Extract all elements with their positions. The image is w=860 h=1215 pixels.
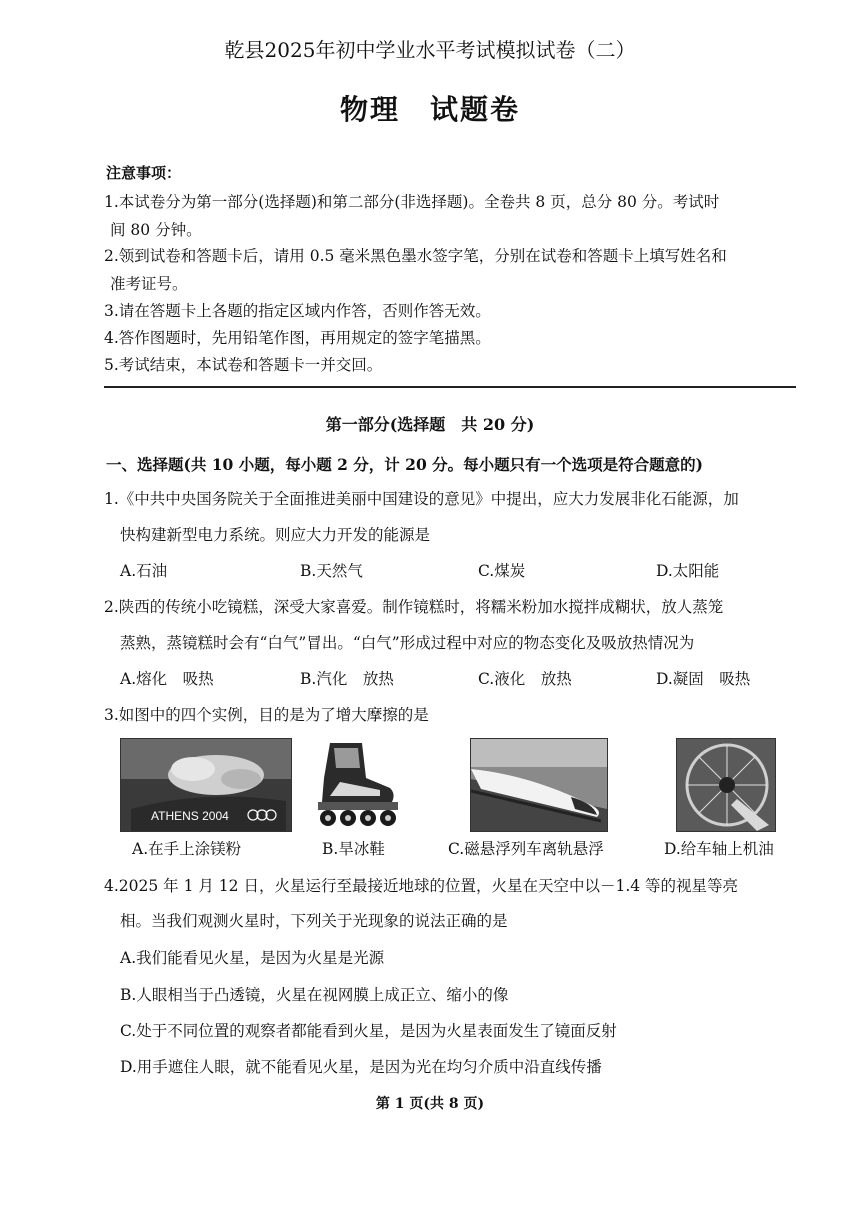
maglev-train-image (470, 738, 608, 832)
question-4-line: 4.2025 年 1 月 12 日，火星运行至最接近地球的位置，火星在天空中以－1.4 等的视星等亮 (104, 877, 739, 895)
part-heading: 第一部分(选择题 共 20 分) (325, 415, 535, 434)
question-1-line: 快构建新型电力系统。则应大力开发的能源是 (120, 526, 431, 544)
question-4-option-a: A.我们能看见火星，是因为火星是光源 (120, 949, 385, 967)
question-3-caption-c: C.磁悬浮列车离轨悬浮 (448, 840, 604, 858)
question-1-line: 1.《中共中央国务院关于全面推进美丽中国建设的意见》中提出，应大力发展非化石能源，加 (104, 490, 739, 508)
notice-line: 间 80 分钟。 (110, 221, 202, 239)
question-1-option-d: D.太阳能 (656, 562, 720, 580)
question-2-line: 2.陕西的传统小吃镜糕，深受大家喜爱。制作镜糕时，将糯米粉加水搅拌成糊状，放人蒸笼 (104, 598, 724, 616)
athens-text: ATHENS 2004 (151, 809, 229, 823)
question-2-option-b: B.汽化 放热 (300, 670, 394, 688)
exam-title: 乾县2025年初中学业水平考试模拟试卷（二） (224, 38, 636, 62)
question-1-option-c: C.煤炭 (478, 562, 526, 580)
question-3-caption-a: A.在手上涂镁粉 (132, 840, 242, 858)
chalk-hands-image (120, 738, 292, 832)
notice-heading: 注意事项： (106, 164, 182, 182)
question-4-option-c: C.处于不同位置的观察者都能看到火星，是因为火星表面发生了镜面反射 (120, 1022, 617, 1040)
question-2-line: 蒸熟，蒸镜糕时会有“白气”冒出。“白气”形成过程中对应的物态变化及吸放热情况为 (120, 634, 695, 652)
subject-title: 物理 试题卷 (339, 93, 520, 126)
question-1-option-a: A.石油 (120, 562, 168, 580)
notice-line: 1.本试卷分为第一部分(选择题)和第二部分(非选择题)。全卷共 8 页，总分 80 分。考试时 (104, 193, 720, 211)
question-2-option-c: C.液化 放热 (478, 670, 572, 688)
section-heading: 一、选择题(共 10 小题，每小题 2 分，计 20 分。每小题只有一个选项是符合题意的) (106, 455, 703, 474)
question-4-line: 相。当我们观测火星时，下列关于光现象的说法正确的是 (120, 912, 508, 930)
notice-line: 2.领到试卷和答题卡后，请用 0.5 毫米黑色墨水签字笔，分别在试卷和答题卡上填写姓名和 (104, 247, 727, 265)
page-footer: 第 1 页(共 8 页) (375, 1096, 485, 1112)
question-1-option-b: B.天然气 (300, 562, 363, 580)
question-2-option-a: A.熔化 吸热 (120, 670, 214, 688)
notice-line: 4.答作图题时，先用铅笔作图，再用规定的签字笔描黑。 (104, 329, 491, 347)
inline-skate-image (300, 738, 410, 830)
notice-line: 3.请在答题卡上各题的指定区域内作答，否则作答无效。 (104, 302, 491, 320)
question-4-option-b: B.人眼相当于凸透镜，火星在视网膜上成正立、缩小的像 (120, 986, 509, 1004)
question-3-caption-d: D.给车轴上机油 (664, 840, 774, 858)
question-4-option-d: D.用手遮住人眼，就不能看见火星，是因为光在均匀介质中沿直线传播 (120, 1058, 602, 1076)
question-3-line: 3.如图中的四个实例，目的是为了增大摩擦的是 (104, 706, 429, 724)
bike-axle-oil-image (676, 738, 776, 832)
divider (104, 386, 796, 388)
notice-line: 准考证号。 (110, 275, 188, 293)
question-3-caption-b: B.旱冰鞋 (322, 840, 385, 858)
notice-line: 5.考试结束，本试卷和答题卡一并交回。 (104, 356, 383, 374)
question-2-option-d: D.凝固 吸热 (656, 670, 751, 688)
